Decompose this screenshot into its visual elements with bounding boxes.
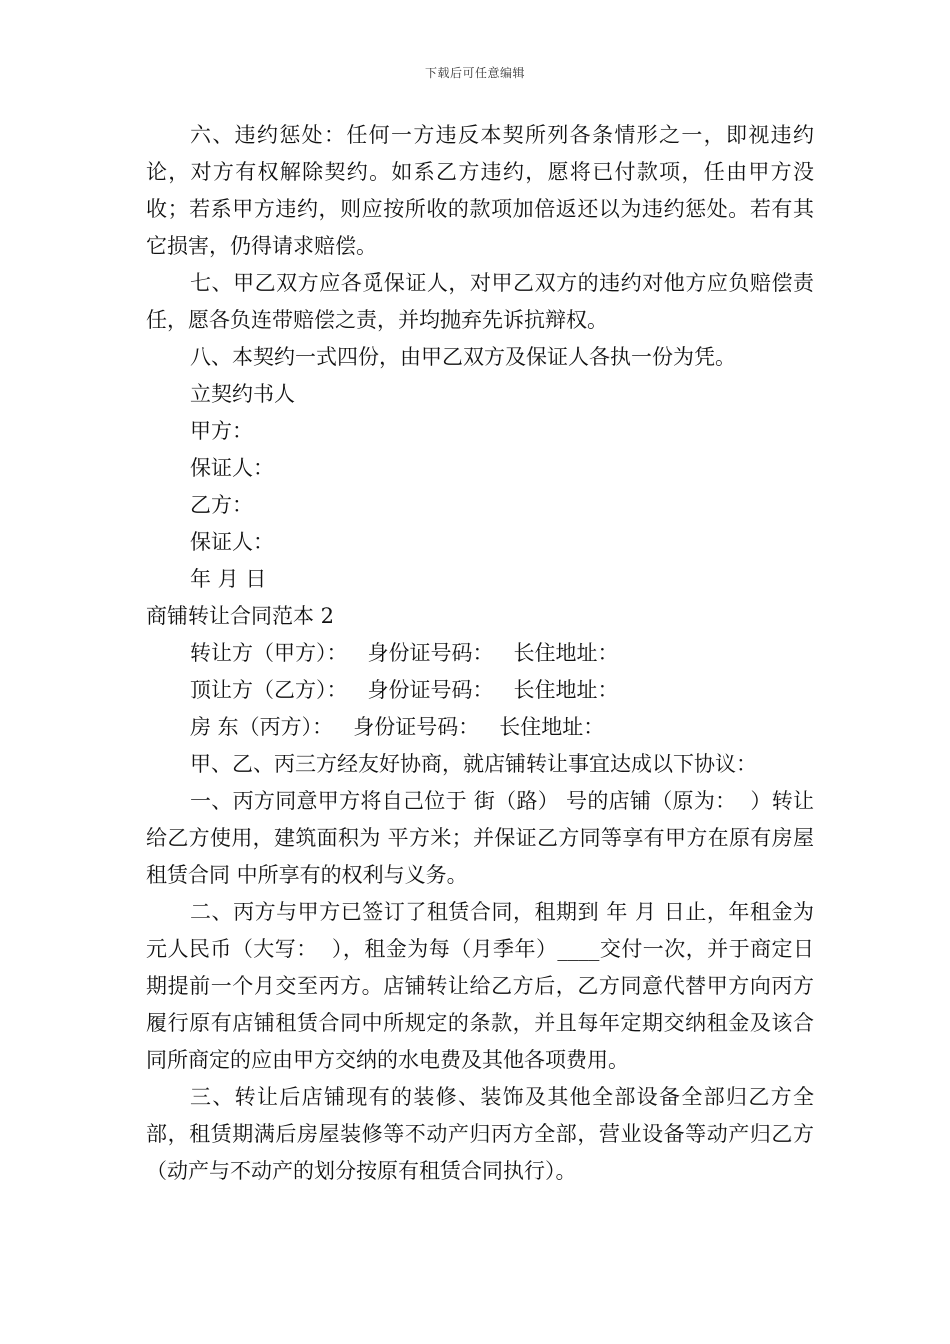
clause-7: 七、甲乙双方应各觅保证人，对甲乙双方的违约对他方应负赔偿责任，愿各负连带赔偿之责，并均抛弃先诉抗辩权。 (146, 271, 814, 332)
clause-8: 八、本契约一式四份，由甲乙双方及保证人各执一份为凭。 (190, 345, 736, 369)
article-2: 二、丙方与甲方已签订了租赁合同，租期到 年 月 日止，年租金为 元人民币（大写： ），租金为每（月季年）____交付一次，并于商定日期提前一个月交至丙方。店铺转让给乙方后，乙方同意代替甲方向丙方履行原有店铺租赁合同中所规定的条款，并且每年定期交纳租金及该合同所商定的应由甲方交纳的水电费及其他各项费用。 (146, 900, 821, 1072)
article-3: 三、转让后店铺现有的装修、装饰及其他全部设备全部归乙方全部，租赁期满后房屋装修等不动产归丙方全部，营业设备等动产归乙方（动产与不动产的划分按原有租赁合同执行）。 (146, 1085, 814, 1183)
date-line: 年 月 日 (190, 567, 267, 591)
clause-6: 六、违约惩处：任何一方违反本契所列各条情形之一，即视违约论，对方有权解除契约。如系乙方违约，愿将已付款项，任由甲方没收；若系甲方违约，则应按所收的款项加倍返还以为违约惩处。若有其它损害，仍得请求赔偿。 (146, 123, 814, 258)
page-header: 下载后可任意编辑 (424, 66, 525, 80)
agreement-intro: 甲、乙、丙三方经友好协商，就店铺转让事宜达成以下协议： (190, 752, 757, 776)
party-a-line: 甲方： (190, 419, 253, 443)
landlord-line: 房 东（丙方）： 身份证号码： 长住地址： (190, 715, 605, 739)
transferee-line: 顶让方（乙方）： 身份证号码： 长住地址： (190, 678, 619, 702)
section-title: 商铺转让合同范本 2 (146, 604, 335, 628)
signatory-heading: 立契约书人 (190, 382, 295, 406)
transferor-line: 转让方（甲方）： 身份证号码： 长住地址： (190, 641, 619, 665)
document-body (146, 117, 821, 1190)
guarantor-b-line: 保证人： (190, 530, 274, 554)
guarantor-a-line: 保证人： (190, 456, 274, 480)
party-b-line: 乙方： (190, 493, 253, 517)
article-1: 一、丙方同意甲方将自己位于 街（路） 号的店铺（原为： ）转让给乙方使用，建筑面积为 平方米；并保证乙方同等享有甲方在原有房屋租赁合同 中所享有的权利与义务。 (146, 789, 814, 887)
